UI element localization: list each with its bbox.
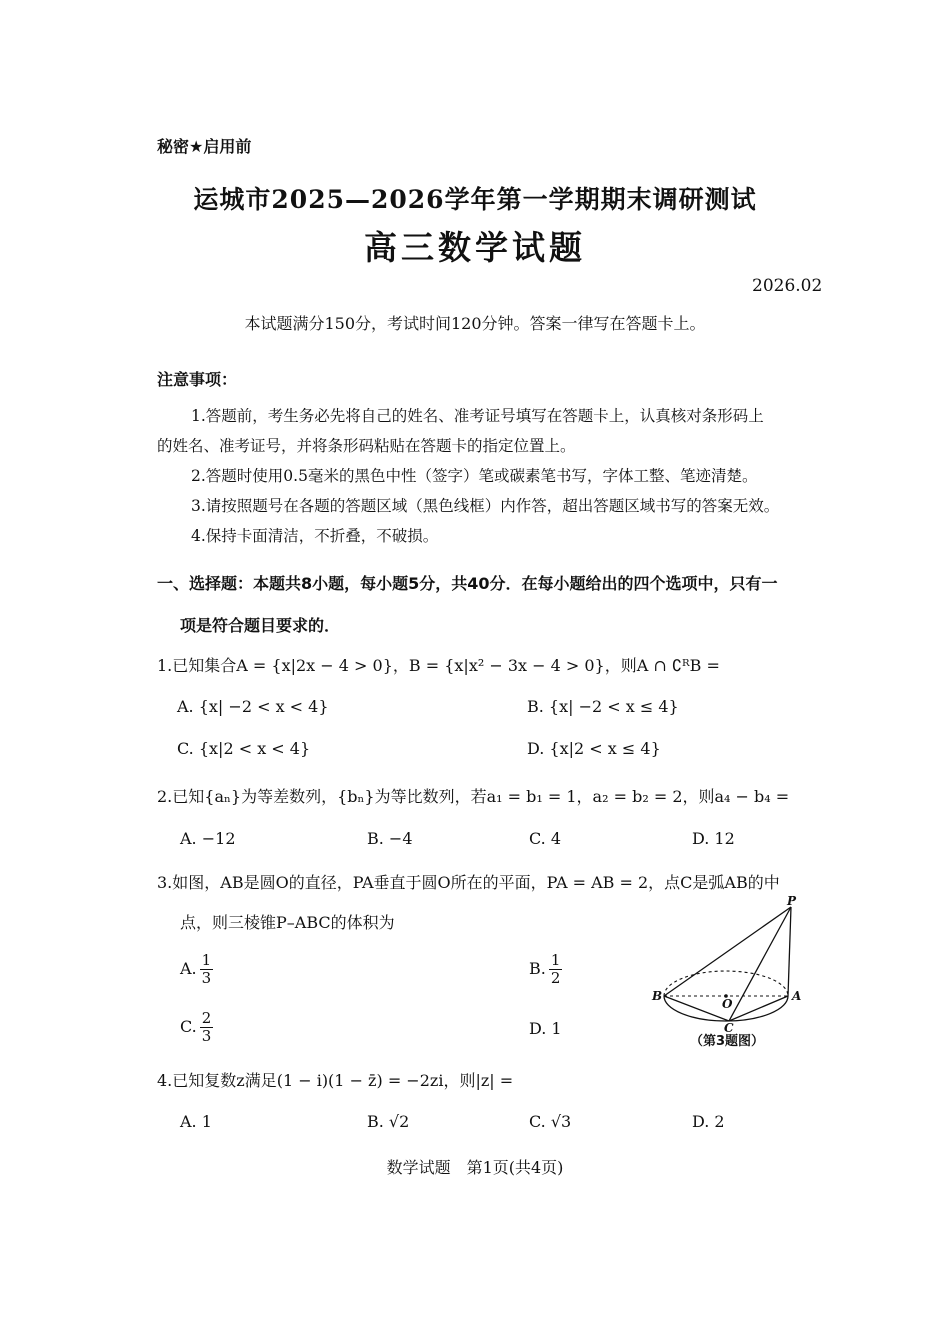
question-3-stem-cont: 点，则三棱锥P–ABC的体积为 [180,913,395,932]
q2-option-b: B. −4 [367,829,413,848]
fraction-denominator: 3 [201,1027,212,1045]
edge-pa [788,907,791,996]
figure-caption: （第3题图） [690,1034,765,1049]
fraction-numerator: 1 [550,951,561,969]
q4-option-b: B. √2 [367,1112,410,1131]
question-4-stem: 4.已知复数z满足(1 − i)(1 − z̄) = −2zi，则|z| = [157,1071,514,1090]
question-3-stem: 3.如图，AB是圆O的直径，PA垂直于圆O所在的平面，PA = AB = 2，点C是弧AB的中 [157,873,780,892]
page-footer: 数学试题 第1页(共4页) [386,1158,564,1177]
q3-figure [646,893,816,1053]
label-a: A [792,989,802,1003]
question-2-stem: 2.已知{aₙ}为等差数列，{bₙ}为等比数列，若a₁ = b₁ = 1，a₂ = b₂ = 2，则a₄ − b₄ = [157,787,790,806]
label-c: C [724,1021,734,1033]
fraction-denominator: 3 [201,969,212,987]
q2-option-d: D. 12 [692,829,735,848]
q1-option-a: A. {x| −2 < x < 4} [177,697,329,716]
q3-option-b-fraction [549,952,563,987]
question-1-stem: 1.已知集合A = {x|2x − 4 > 0}，B = {x|x² − 3x − 4 > 0}，则A ∩ ∁ᴿB = [157,656,720,675]
q3-option-a-fraction [200,952,214,987]
exam-title: 运城市2025—2026学年第一学期期末调研测试 [193,185,757,214]
fraction-numerator: 2 [201,1009,212,1027]
notice-item-4: 4.保持卡面清洁，不折叠，不破损。 [191,527,439,545]
notice-item-3: 3.请按照题号在各题的答题区域（黑色线框）内作答，超出答题区域书写的答案无效。 [191,497,780,515]
secret-mark: 秘密★启用前 [157,137,252,156]
edge-pb [664,907,791,996]
fraction-numerator: 1 [201,951,212,969]
section-heading: 一、选择题：本题共8小题，每小题5分，共40分．在每小题给出的四个选项中，只有一 [157,574,778,593]
exam-date: 2026.02 [752,276,823,296]
notice-item-1-cont: 的姓名、准考证号，并将条形码粘贴在答题卡的指定位置上。 [157,437,576,455]
section-heading-cont: 项是符合题目要求的． [180,616,341,635]
edge-pc [729,907,791,1021]
q3-option-c [180,1010,213,1045]
q3-option-b-label: B. [529,959,546,978]
fraction-denominator: 2 [550,969,561,987]
q4-option-c: C. √3 [529,1112,572,1131]
q3-option-a [180,952,213,987]
q4-option-d: D. 2 [692,1112,725,1131]
exam-intro: 本试题满分150分，考试时间120分钟。答案一律写在答题卡上。 [244,314,706,333]
q2-option-a: A. −12 [180,829,236,848]
q3-option-b [529,952,562,987]
notice-item-1: 1.答题前，考生务必先将自己的姓名、准考证号填写在答题卡上，认真核对条形码上 [191,407,764,425]
edge-bc [664,996,729,1021]
notice-item-2: 2.答题时使用0.5毫米的黑色中性（签字）笔或碳素笔书写，字体工整、笔迹清楚。 [191,467,758,485]
q1-option-c: C. {x|2 < x < 4} [177,739,311,758]
cone-diagram [646,893,816,1033]
q3-option-d: D. 1 [529,1019,562,1038]
q3-option-c-label: C. [180,1017,197,1036]
exam-subject-title: 高三数学试题 [364,228,586,267]
q1-option-b: B. {x| −2 < x ≤ 4} [527,697,679,716]
q1-option-d: D. {x|2 < x ≤ 4} [527,739,661,758]
label-o: O [722,997,733,1011]
q4-option-a: A. 1 [180,1112,212,1131]
q2-option-c: C. 4 [529,829,562,848]
label-p: P [787,894,797,908]
q3-option-c-fraction [200,1010,214,1045]
notice-title: 注意事项： [157,370,238,389]
label-b: B [652,989,663,1003]
q3-option-a-label: A. [180,959,197,978]
